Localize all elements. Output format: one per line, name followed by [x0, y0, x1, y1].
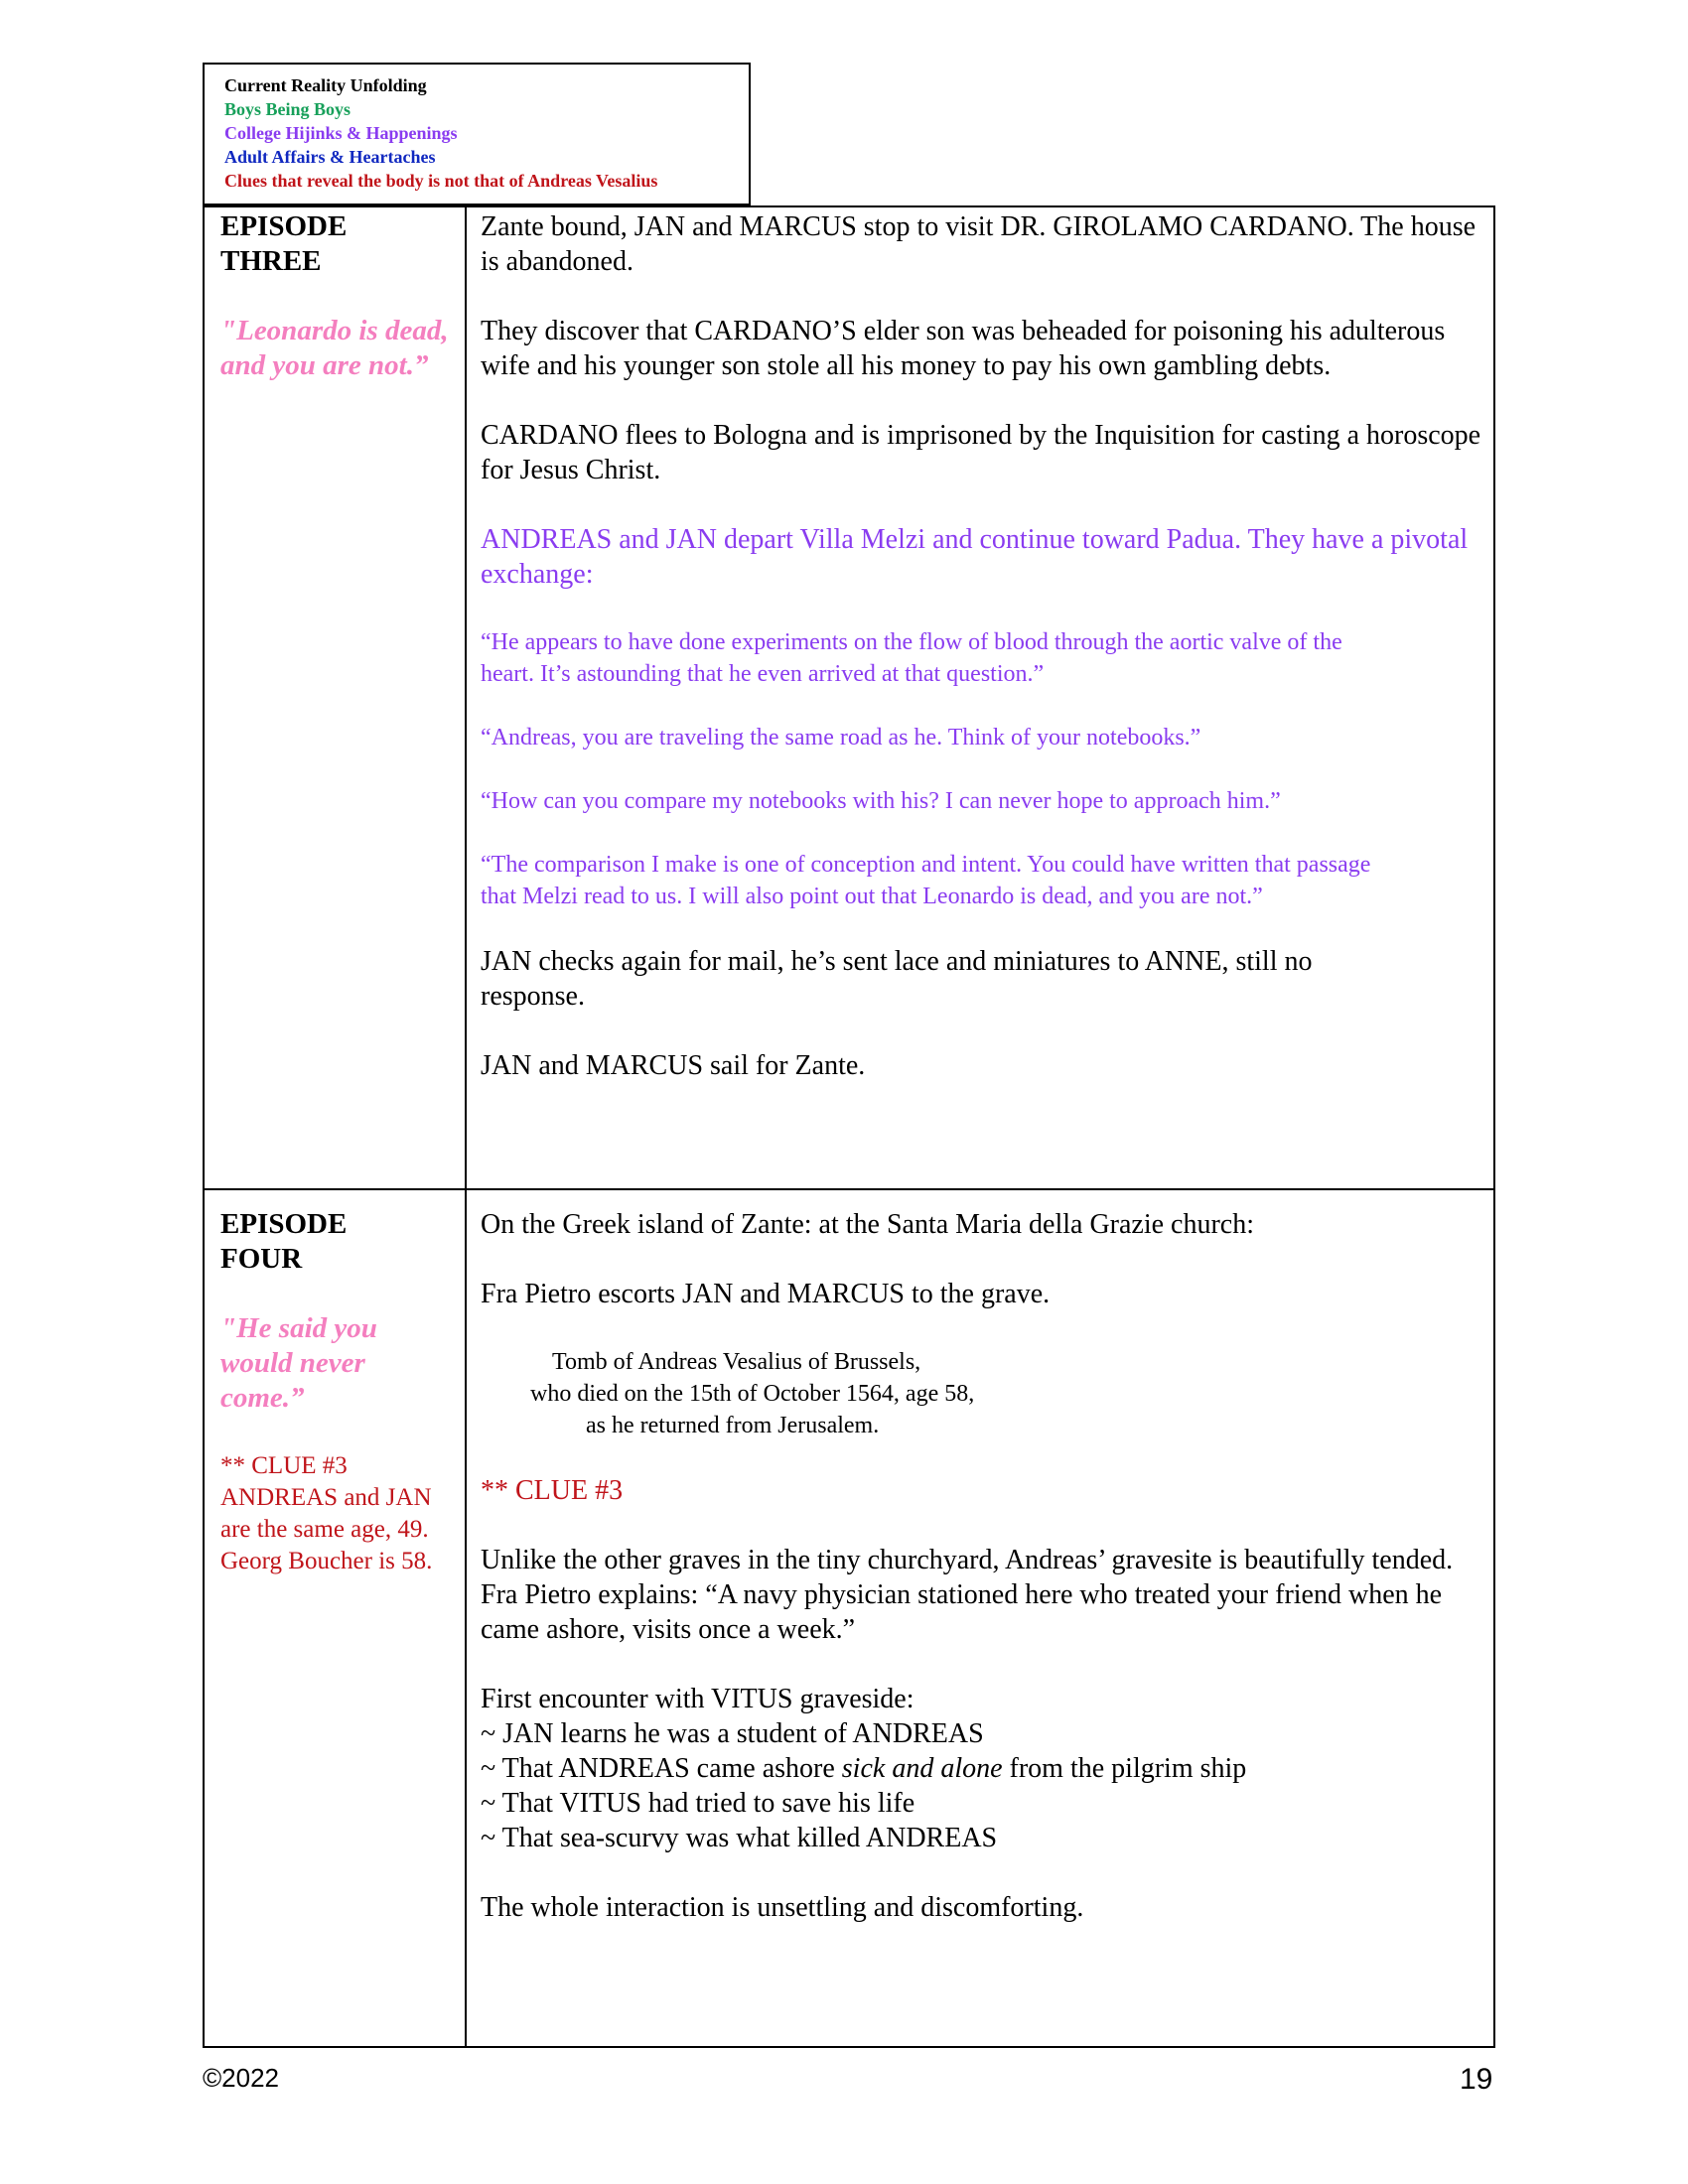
paragraph: JAN and MARCUS sail for Zante.	[481, 1050, 866, 1081]
tomb-line: who died on the 15th of October 1564, age 58,	[530, 1381, 975, 1407]
copyright: ©2022	[203, 2063, 279, 2093]
clue-note: ** CLUE #3 ANDREAS and JAN are the same age, 49. Georg Boucher is 58.	[220, 1452, 433, 1574]
episode-title: EPISODE	[220, 1208, 348, 1240]
paragraph: Zante bound, JAN and MARCUS stop to visit DR. GIROLAMO CARDANO. The house is abandoned.	[481, 211, 1477, 277]
episode-number: THREE	[220, 245, 322, 277]
legend-item-clues: Clues that reveal the body is not that of Andreas Vesalius	[224, 171, 658, 191]
dialogue-quote: “The comparison I make is one of conception and intent. You could have written that passage that Melzi read to us. I will also point out that Leonardo is dead, and you are not.”	[481, 852, 1371, 909]
encounter-list	[481, 1682, 1483, 1855]
paragraph: CARDANO flees to Bologna and is imprisoned by the Inquisition for casting a horoscope for Jesus Christ.	[481, 420, 1481, 485]
list-item-text: ~ That ANDREAS came ashore	[481, 1753, 842, 1784]
paragraph: Fra Pietro explains: “A navy physician stationed here who treated your friend when he came ashore, visits once a week.”	[481, 1579, 1443, 1645]
list-item-text: from the pilgrim ship	[1002, 1753, 1247, 1784]
dialogue-quote: “He appears to have done experiments on the flow of blood through the aortic valve of the heart. It’s astounding that he even arrived at that question.”	[481, 629, 1342, 687]
tomb-line: Tomb of Andreas Vesalius of Brussels,	[552, 1349, 921, 1375]
list-item: ~ JAN learns he was a student of ANDREAS	[481, 1718, 984, 1749]
column-divider	[465, 207, 467, 2046]
episode-title: EPISODE	[220, 210, 348, 242]
paragraph: ANDREAS and JAN depart Villa Melzi and continue toward Padua. They have a pivotal exchange:	[481, 524, 1469, 590]
episode-three-content	[481, 209, 1483, 1118]
tomb-inscription	[530, 1346, 1483, 1441]
episode-four-label	[220, 1207, 449, 1577]
episode-quote: "Leonardo is dead, and you are not.”	[220, 315, 449, 381]
row-divider	[205, 1188, 1493, 1190]
legend-item-college: College Hijinks & Happenings	[224, 123, 458, 143]
episode-three-label	[220, 209, 449, 383]
paragraph: The whole interaction is unsettling and discomforting.	[481, 1892, 1084, 1923]
encounter-title: First encounter with VITUS graveside:	[481, 1684, 914, 1714]
paragraph: Unlike the other graves in the tiny churchyard, Andreas’ gravesite is beautifully tended.	[481, 1545, 1454, 1575]
paragraph: On the Greek island of Zante: at the Santa Maria della Grazie church:	[481, 1209, 1255, 1240]
episode-quote: "He said you would never come.”	[220, 1312, 377, 1414]
episode-table	[203, 205, 1495, 2048]
list-item: ~ That sea-scurvy was what killed ANDREAS	[481, 1823, 998, 1853]
list-item	[481, 1751, 1483, 1786]
paragraph: Fra Pietro escorts JAN and MARCUS to the grave.	[481, 1279, 1051, 1309]
paragraph: They discover that CARDANO’S elder son was beheaded for poisoning his adulterous wife and his younger son stole all his money to pay his own gambling debts.	[481, 316, 1446, 381]
list-item: ~ That VITUS had tried to save his life	[481, 1788, 915, 1819]
episode-number: FOUR	[220, 1243, 303, 1275]
episode-four-content	[481, 1207, 1483, 1960]
color-legend	[203, 63, 751, 205]
legend-item-boys: Boys Being Boys	[224, 99, 352, 119]
page-number: 19	[1460, 2063, 1493, 2096]
clue-marker: ** CLUE #3	[481, 1475, 624, 1506]
legend-item-adult: Adult Affairs & Heartaches	[224, 147, 436, 167]
dialogue-quote: “How can you compare my notebooks with his? I can never hope to approach him.”	[481, 788, 1281, 814]
legend-item-current-reality: Current Reality Unfolding	[224, 75, 427, 95]
emphasis-text: sick and alone	[841, 1753, 1003, 1784]
tomb-line: as he returned from Jerusalem.	[586, 1413, 880, 1438]
dialogue-quote: “Andreas, you are traveling the same road as he. Think of your notebooks.”	[481, 725, 1201, 751]
paragraph: JAN checks again for mail, he’s sent lace and miniatures to ANNE, still no response.	[481, 946, 1313, 1012]
